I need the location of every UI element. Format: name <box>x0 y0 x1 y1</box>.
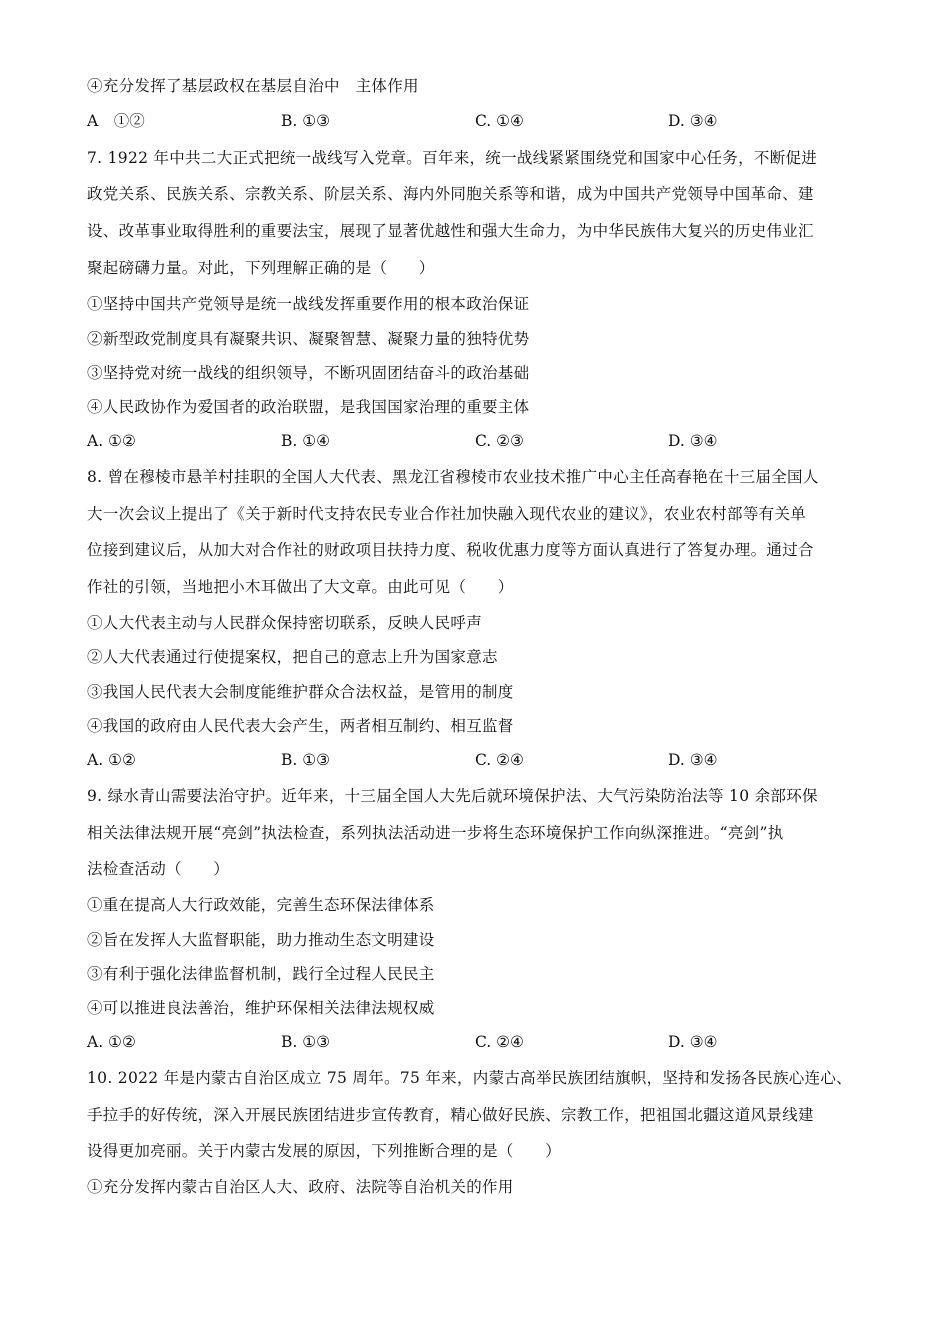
q9-option-a: A. ①② <box>87 1033 136 1051</box>
q8-statement-4: ④我国的政府由人民代表大会产生，两者相互制约、相互监督 <box>87 717 514 735</box>
q7-statement-2: ②新型政党制度具有凝聚共识、凝聚智慧、凝聚力量的独特优势 <box>87 330 530 348</box>
q7-option-a: A. ①② <box>87 432 136 450</box>
q9-statement-2: ②旨在发挥人大监督职能，助力推动生态文明建设 <box>87 931 435 949</box>
q8-options <box>87 750 877 770</box>
q6-option-b: B. ①③ <box>281 112 331 130</box>
q7-statement-1: ①坚持中国共产党领导是统一战线发挥重要作用的根本政治保证 <box>87 295 530 313</box>
q7-options <box>87 431 877 451</box>
q9-statement-1: ①重在提高人大行政效能，完善生态环保法律体系 <box>87 896 435 914</box>
q7-stem-line-4: 聚起磅礴力量。对此，下列理解正确的是（ ） <box>87 259 435 277</box>
q7-statement-4: ④人民政协作为爱国者的政治联盟，是我国国家治理的重要主体 <box>87 398 530 416</box>
q8-option-d: D. ③④ <box>668 751 718 769</box>
q8-option-b: B. ①③ <box>281 751 331 769</box>
q8-stem-line-3: 位接到建议后，从加大对合作社的财政项目扶持力度、税收优惠力度等方面认真进行了答复办理。通过合 <box>87 541 814 559</box>
q10-statement-1: ①充分发挥内蒙古自治区人大、政府、法院等自治机关的作用 <box>87 1178 514 1196</box>
q8-option-c: C. ②④ <box>475 751 524 769</box>
q7-stem-line-2: 政党关系、民族关系、宗教关系、阶层关系、海内外同胞关系等和谐，成为中国共产党领导中国革命、建 <box>87 185 814 203</box>
q7-option-d: D. ③④ <box>668 432 718 450</box>
q7-stem-line-3: 设、改革事业取得胜利的重要法宝，展现了显著优越性和强大生命力，为中华民族伟大复兴的历史伟业汇 <box>87 222 814 240</box>
q9-option-d: D. ③④ <box>668 1033 718 1051</box>
q6-option-c: C. ①④ <box>475 112 524 130</box>
q9-statement-4: ④可以推进良法善治，维护环保相关法律法规权威 <box>87 999 435 1017</box>
q6-options <box>87 111 877 131</box>
q9-option-b: B. ①③ <box>281 1033 331 1051</box>
q7-statement-3: ③坚持党对统一战线的组织领导，不断巩固团结奋斗的政治基础 <box>87 364 530 382</box>
q7-stem-line-1: 7. 1922 年中共二大正式把统一战线写入党章。百年来，统一战线紧紧围绕党和国家中心任务，不断促进 <box>87 149 818 167</box>
q9-options <box>87 1032 877 1052</box>
q7-option-b: B. ①④ <box>281 432 331 450</box>
q8-statement-2: ②人大代表通过行使提案权，把自己的意志上升为国家意志 <box>87 648 498 666</box>
q8-option-a: A. ①② <box>87 751 136 769</box>
q9-stem-line-2: 相关法律法规开展“亮剑”执法检查，系列执法活动进一步将生态环境保护工作向纵深推进。“亮剑”执 <box>87 824 784 842</box>
q8-statement-3: ③我国人民代表大会制度能维护群众合法权益，是管用的制度 <box>87 683 514 701</box>
q9-stem-line-1: 9. 绿水青山需要法治守护。近年来，十三届全国人大先后就环境保护法、大气污染防治法等 10 余部环保 <box>87 787 818 805</box>
q10-stem-line-2: 手拉手的好传统，深入开展民族团结进步宣传教育，精心做好民族、宗教工作，把祖国北疆这道风景线建 <box>87 1106 814 1124</box>
q8-statement-1: ①人大代表主动与人民群众保持密切联系，反映人民呼声 <box>87 614 483 632</box>
q7-option-c: C. ②③ <box>475 432 524 450</box>
q8-stem-line-4: 作社的引领，当地把小木耳做出了大文章。由此可见（ ） <box>87 578 514 596</box>
q9-option-c: C. ②④ <box>475 1033 524 1051</box>
q8-stem-line-2: 大一次会议上提出了《关于新时代支持农民专业合作社加快融入现代农业的建议》，农业农村部等有关单 <box>87 505 807 523</box>
q10-stem-line-3: 设得更加亮丽。关于内蒙古发展的原因，下列推断合理的是（ ） <box>87 1142 562 1160</box>
q6-option-d: D. ③④ <box>668 112 718 130</box>
q9-statement-3: ③有利于强化法律监督机制，践行全过程人民民主 <box>87 965 435 983</box>
q8-stem-line-1: 8. 曾在穆棱市悬羊村挂职的全国人大代表、黑龙江省穆棱市农业技术推广中心主任高春艳在十三届全国人 <box>87 468 819 486</box>
q10-stem-line-1: 10. 2022 年是内蒙古自治区成立 75 周年。75 年来，内蒙古高举民族团结旗帜，坚持和发扬各民族心连心、 <box>87 1069 852 1087</box>
q6-option-a: A ①② <box>87 112 145 130</box>
q9-stem-line-3: 法检查活动（ ） <box>87 860 230 878</box>
q6-statement-4: ④充分发挥了基层政权在基层自治中 主体作用 <box>87 77 419 95</box>
